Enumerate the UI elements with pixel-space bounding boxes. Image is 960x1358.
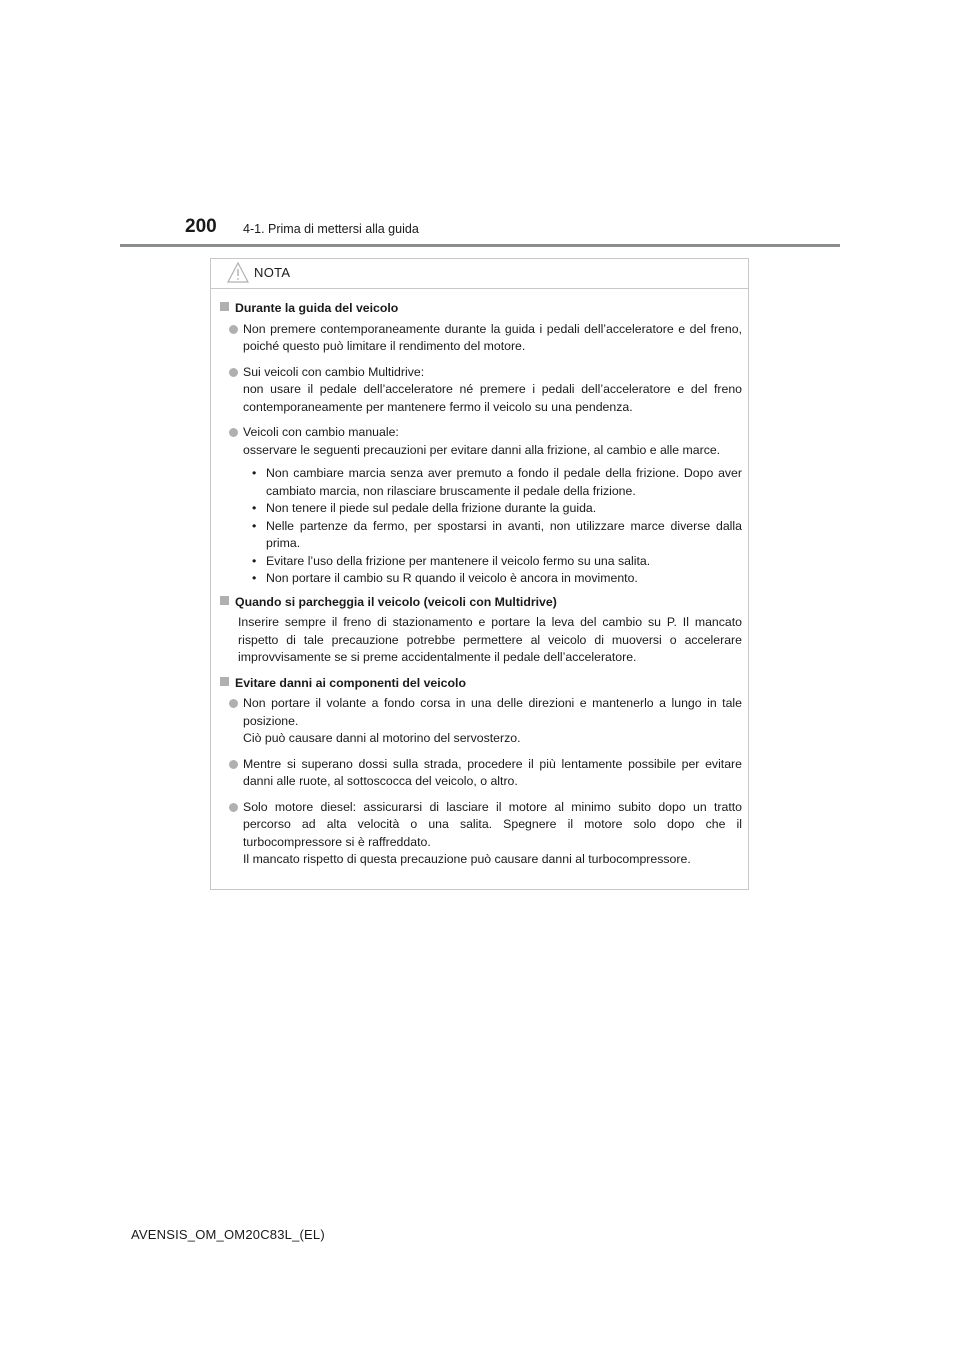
circle-bullet-icon	[229, 325, 238, 334]
circle-bullet-icon	[229, 428, 238, 437]
list-item: Sui veicoli con cambio Multidrive: non usare il pedale dell’acceleratore né premere i pedali dell’acceleratore e del freno contemporaneamente per mantenere fermo il veicolo su una pendenza.	[229, 364, 742, 417]
list-item: • Evitare l’uso della frizione per mantenere il veicolo fermo su una salita.	[252, 553, 651, 568]
circle-bullet-icon	[229, 368, 238, 377]
chapter-title: 4-1. Prima di mettersi alla guida	[243, 222, 419, 236]
section-parking	[220, 594, 742, 667]
list-item: • Nelle partenze da fermo, per spostarsi in avanti, non utilizzare marce diverse dalla prima.	[252, 518, 742, 550]
section-heading: Evitare danni ai componenti del veicolo	[220, 675, 742, 693]
paragraph: Inserire sempre il freno di stazionamento e portare la leva del cambio su P. Il mancato rispetto di tale precauzione potrebbe permettere al veicolo di muoversi o accelerare improvvisamente se si preme accidentalmente il pedale dell’acceleratore.	[238, 615, 742, 664]
header-rule	[120, 244, 840, 247]
warning-triangle-icon	[227, 262, 249, 289]
circle-bullet-icon	[229, 803, 238, 812]
note-body	[211, 289, 748, 869]
square-bullet-icon	[220, 302, 229, 311]
circle-bullet-icon	[229, 699, 238, 708]
list-item: • Non portare il cambio su R quando il veicolo è ancora in movimento.	[252, 571, 638, 585]
note-header	[211, 259, 748, 289]
list-item: Veicoli con cambio manuale: osservare le seguenti precauzioni per evitare danni alla frizione, al cambio e alle marce.	[229, 424, 742, 459]
circle-bullet-icon	[229, 760, 238, 769]
list-item: Non portare il volante a fondo corsa in una delle direzioni e mantenerlo a lungo in tale posizione. Ciò può causare danni al motorino del servosterzo.	[229, 695, 742, 748]
section-heading: Quando si parcheggia il veicolo (veicoli con Multidrive)	[220, 594, 742, 612]
list-item: Mentre si superano dossi sulla strada, procedere il più lentamente possibile per evitare danni alle ruote, al sottoscocca del veicolo, o altro.	[229, 756, 742, 791]
section-driving	[220, 300, 742, 588]
list-item: • Non tenere il piede sul pedale della frizione durante la guida.	[252, 501, 597, 515]
note-box	[210, 258, 749, 890]
square-bullet-icon	[220, 596, 229, 605]
list-item: Solo motore diesel: assicurarsi di lasciare il motore al minimo subito dopo un tratto percorso ad alta velocità o una salita. Spegnere il motore solo dopo che il turbocompressore si è raffreddato. Il mancato rispetto di questa precauzione può causare danni al turbocompressore.	[229, 799, 742, 869]
page-number: 200	[185, 216, 217, 237]
note-title: NOTA	[254, 265, 291, 280]
section-heading: Durante la guida del veicolo	[220, 300, 742, 318]
list-item: Non premere contemporaneamente durante la guida i pedali dell’acceleratore e del freno, poiché questo può limitare il rendimento del motore.	[229, 321, 742, 356]
section-component-damage	[220, 675, 742, 869]
list-item: • Non cambiare marcia senza aver premuto a fondo il pedale della frizione. Dopo aver cambiato marcia, non rilasciare bruscamente il pedale della frizione.	[252, 466, 742, 498]
document-code: AVENSIS_OM_OM20C83L_(EL)	[131, 1227, 325, 1242]
manual-gearbox-precautions	[252, 465, 742, 588]
square-bullet-icon	[220, 677, 229, 686]
